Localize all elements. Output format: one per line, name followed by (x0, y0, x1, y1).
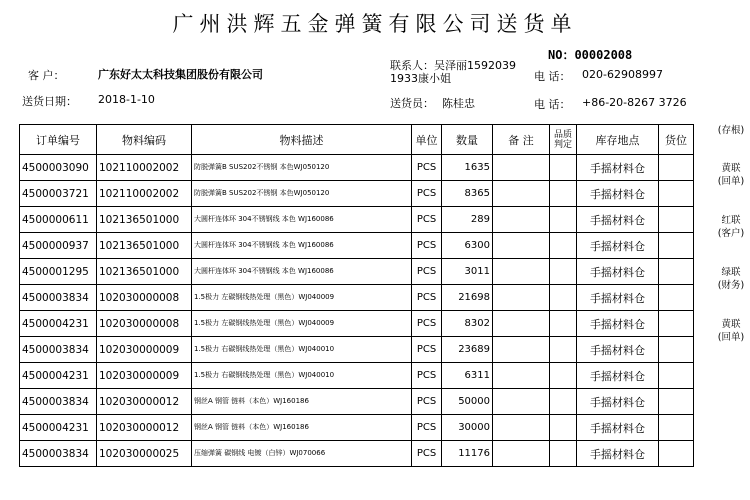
side-note-purpose: (客户) (717, 228, 745, 239)
qty-cell: 6311 (442, 363, 493, 389)
order-no-cell: 4500003090 (20, 155, 97, 181)
quality-cell (550, 441, 577, 467)
side-note (713, 124, 749, 137)
material-code-cell: 102110002002 (97, 155, 192, 181)
unit-cell: PCS (412, 233, 442, 259)
qty-cell: 8302 (442, 311, 493, 337)
side-note-copy: (存根) (717, 125, 745, 136)
delivery-date-value: 2018-1-10 (98, 93, 155, 106)
qty-cell: 50000 (442, 389, 493, 415)
document-title: 广州洪辉五金弹簧有限公司送货单 (172, 12, 578, 36)
table-header-row (20, 125, 694, 155)
material-code-cell: 102030000008 (97, 285, 192, 311)
side-note-purpose: (财务) (717, 280, 745, 291)
table-row (20, 415, 694, 441)
qty-cell: 1635 (442, 155, 493, 181)
material-code-cell: 102030000009 (97, 363, 192, 389)
description-cell: 防脱弹簧B SUS202不锈钢 本色WJ050120 (192, 181, 412, 207)
table-row (20, 155, 694, 181)
unit-cell: PCS (412, 207, 442, 233)
quality-cell (550, 207, 577, 233)
remark-cell (493, 207, 550, 233)
side-note-copy: 黄联 (721, 163, 741, 174)
side-note (713, 266, 749, 292)
slot-cell (659, 181, 694, 207)
material-code-cell: 102030000008 (97, 311, 192, 337)
quality-cell (550, 155, 577, 181)
deliverer-label: 送货员： (390, 97, 434, 110)
customer-label: 客 户： (28, 69, 65, 82)
contact-line-1: 联系人：吴泽丽1592039 (390, 60, 516, 72)
description-cell: 钢丝A 钢管 链料（本色）WJ160186 (192, 389, 412, 415)
location-cell: 手摇材料仓 (577, 311, 659, 337)
unit-cell: PCS (412, 337, 442, 363)
unit-cell: PCS (412, 363, 442, 389)
side-note (713, 162, 749, 188)
unit-cell: PCS (412, 415, 442, 441)
quality-cell (550, 337, 577, 363)
remark-cell (493, 259, 550, 285)
slot-cell (659, 441, 694, 467)
col-material-code: 物料编码 (97, 125, 192, 155)
description-cell: 防脱弹簧B SUS202不锈钢 本色WJ050120 (192, 155, 412, 181)
table-row (20, 233, 694, 259)
location-cell: 手摇材料仓 (577, 363, 659, 389)
order-no-cell: 4500000937 (20, 233, 97, 259)
slot-cell (659, 285, 694, 311)
table-row (20, 285, 694, 311)
description-cell: 大圆杆连体环 304不锈钢线 本色 WJ160086 (192, 259, 412, 285)
side-note-copy: 黄联 (721, 319, 741, 330)
remark-cell (493, 155, 550, 181)
material-code-cell: 102030000012 (97, 389, 192, 415)
quality-cell (550, 285, 577, 311)
slot-cell (659, 363, 694, 389)
location-cell: 手摇材料仓 (577, 285, 659, 311)
phone2-value: +86-20-8267 3726 (582, 96, 687, 109)
delivery-table (19, 124, 694, 467)
table-row (20, 311, 694, 337)
slot-cell (659, 389, 694, 415)
description-cell: 大圆杆连体环 304不锈钢线 本色 WJ160086 (192, 233, 412, 259)
material-code-cell: 102030000025 (97, 441, 192, 467)
material-code-cell: 102030000012 (97, 415, 192, 441)
col-quality: 品质判定 (550, 125, 577, 155)
remark-cell (493, 233, 550, 259)
description-cell: 1.5极力 右碳钢线热处理（黑色）WJ040010 (192, 363, 412, 389)
slot-cell (659, 259, 694, 285)
quality-cell (550, 415, 577, 441)
phone1-value: 020-62908997 (582, 68, 663, 81)
col-unit: 单位 (412, 125, 442, 155)
side-note-copy: 红联 (721, 215, 741, 226)
location-cell: 手摇材料仓 (577, 441, 659, 467)
quality-cell (550, 259, 577, 285)
order-no-cell: 4500003834 (20, 285, 97, 311)
description-cell: 钢丝A 钢管 链料（本色）WJ160186 (192, 415, 412, 441)
location-cell: 手摇材料仓 (577, 207, 659, 233)
order-no-cell: 4500003834 (20, 441, 97, 467)
unit-cell: PCS (412, 441, 442, 467)
remark-cell (493, 441, 550, 467)
description-cell: 1.5极力 左碳钢线热处理（黑色）WJ040009 (192, 311, 412, 337)
quality-cell (550, 363, 577, 389)
order-no-cell: 4500003721 (20, 181, 97, 207)
remark-cell (493, 363, 550, 389)
table-row (20, 259, 694, 285)
slot-cell (659, 155, 694, 181)
col-location: 库存地点 (577, 125, 659, 155)
location-cell: 手摇材料仓 (577, 389, 659, 415)
location-cell: 手摇材料仓 (577, 181, 659, 207)
order-no-cell: 4500003834 (20, 337, 97, 363)
table-row (20, 389, 694, 415)
remark-cell (493, 337, 550, 363)
description-cell: 1.5极力 左碳钢线热处理（黑色）WJ040009 (192, 285, 412, 311)
qty-cell: 3011 (442, 259, 493, 285)
slot-cell (659, 311, 694, 337)
location-cell: 手摇材料仓 (577, 337, 659, 363)
table-row (20, 181, 694, 207)
unit-cell: PCS (412, 181, 442, 207)
unit-cell: PCS (412, 311, 442, 337)
table-row (20, 363, 694, 389)
remark-cell (493, 415, 550, 441)
contact-block (390, 60, 522, 83)
delivery-date-label: 送货日期： (22, 95, 77, 108)
location-cell: 手摇材料仓 (577, 155, 659, 181)
slot-cell (659, 337, 694, 363)
contact-line-2: 1933康小姐 (390, 72, 451, 83)
material-code-cell: 102136501000 (97, 207, 192, 233)
side-note (713, 318, 749, 344)
order-no-cell: 4500004231 (20, 311, 97, 337)
qty-cell: 23689 (442, 337, 493, 363)
location-cell: 手摇材料仓 (577, 415, 659, 441)
unit-cell: PCS (412, 285, 442, 311)
col-description: 物料描述 (192, 125, 412, 155)
order-no-cell: 4500004231 (20, 415, 97, 441)
order-no-cell: 4500003834 (20, 389, 97, 415)
quality-cell (550, 389, 577, 415)
remark-cell (493, 181, 550, 207)
table-row (20, 441, 694, 467)
side-note-purpose: (回单) (717, 332, 745, 343)
material-code-cell: 102136501000 (97, 233, 192, 259)
col-qty: 数量 (442, 125, 493, 155)
side-note-copy: 绿联 (721, 267, 741, 278)
deliverer-name: 陈桂忠 (442, 97, 475, 110)
side-note-purpose: (回单) (717, 176, 745, 187)
description-cell: 压缩弹簧 碳钢线 电镀（白锌）WJ070066 (192, 441, 412, 467)
document-number: NO：00002008 (548, 48, 633, 62)
order-no-cell: 4500001295 (20, 259, 97, 285)
col-slot: 货位 (659, 125, 694, 155)
order-no-cell: 4500000611 (20, 207, 97, 233)
unit-cell: PCS (412, 389, 442, 415)
qty-cell: 8365 (442, 181, 493, 207)
unit-cell: PCS (412, 155, 442, 181)
remark-cell (493, 311, 550, 337)
material-code-cell: 102030000009 (97, 337, 192, 363)
qty-cell: 11176 (442, 441, 493, 467)
table-row (20, 207, 694, 233)
slot-cell (659, 415, 694, 441)
location-cell: 手摇材料仓 (577, 259, 659, 285)
qty-cell: 6300 (442, 233, 493, 259)
remark-cell (493, 285, 550, 311)
slot-cell (659, 207, 694, 233)
slot-cell (659, 233, 694, 259)
unit-cell: PCS (412, 259, 442, 285)
order-no-cell: 4500004231 (20, 363, 97, 389)
col-remark: 备 注 (493, 125, 550, 155)
description-cell: 大圆杆连体环 304不锈钢线 本色 WJ160086 (192, 207, 412, 233)
qty-cell: 289 (442, 207, 493, 233)
qty-cell: 30000 (442, 415, 493, 441)
phone2-label: 电 话： (534, 98, 571, 111)
qty-cell: 21698 (442, 285, 493, 311)
col-order-no: 订单编号 (20, 125, 97, 155)
quality-cell (550, 233, 577, 259)
table-row (20, 337, 694, 363)
quality-cell (550, 181, 577, 207)
location-cell: 手摇材料仓 (577, 233, 659, 259)
quality-cell (550, 311, 577, 337)
description-cell: 1.5极力 右碳钢线热处理（黑色）WJ040010 (192, 337, 412, 363)
remark-cell (493, 389, 550, 415)
customer-name: 广东好太太科技集团股份有限公司 (98, 68, 263, 81)
material-code-cell: 102136501000 (97, 259, 192, 285)
side-note (713, 214, 749, 240)
phone1-label: 电 话： (534, 70, 571, 83)
material-code-cell: 102110002002 (97, 181, 192, 207)
